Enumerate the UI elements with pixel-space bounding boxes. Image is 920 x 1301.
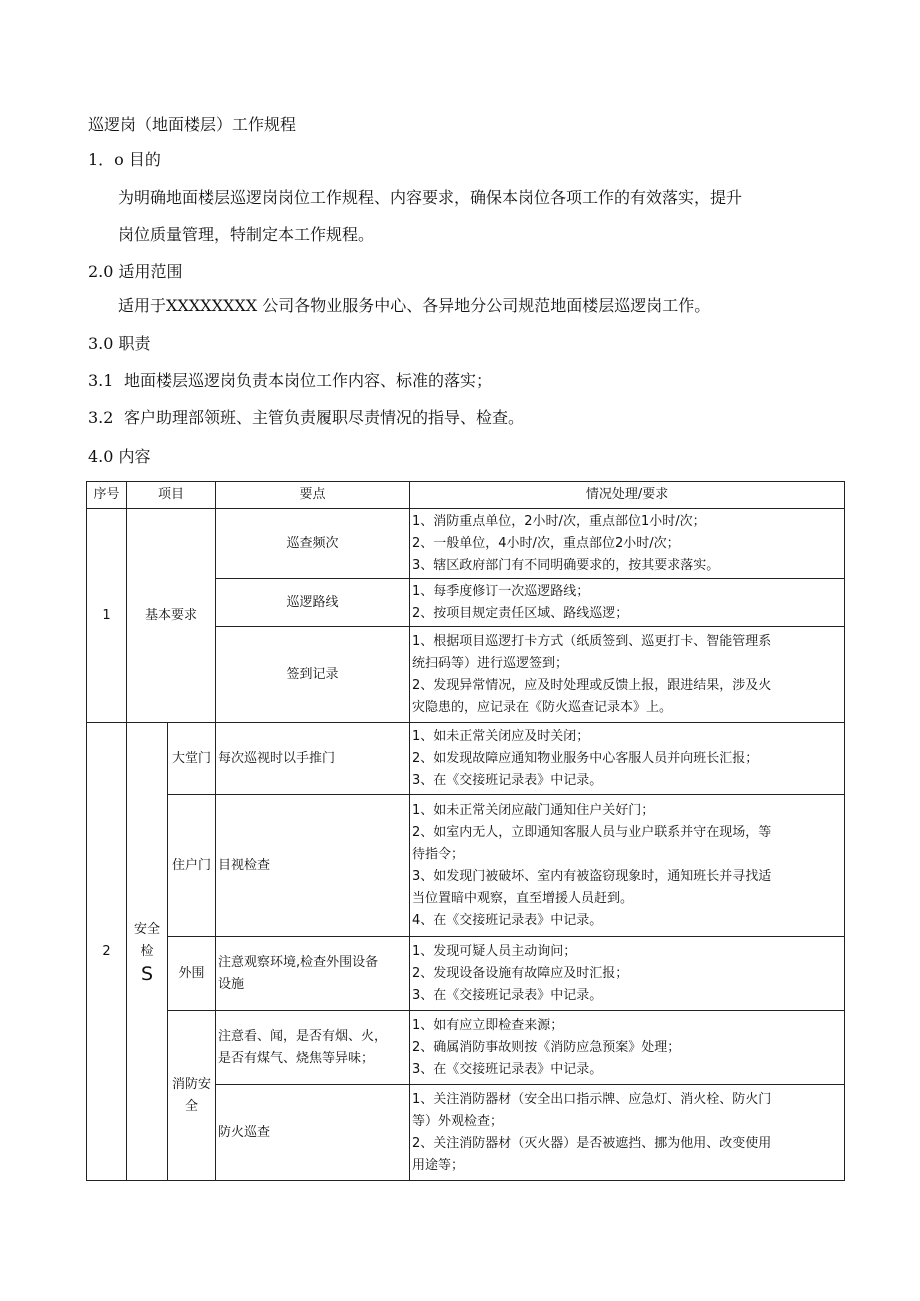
- row-requirement: [410, 937, 845, 1011]
- patrol-spec-table: [86, 481, 845, 1181]
- header-item: 项目: [127, 482, 216, 509]
- table-row: [87, 1011, 845, 1085]
- requirement-line: 2、如室内无人，立即通知客服人员与业户联系并守在现场，等: [412, 824, 772, 840]
- requirement-line: 1、关注消防器材（安全出口指示牌、应急灯、消火栓、防火门: [412, 1091, 772, 1107]
- row-point: 目视检查: [216, 795, 410, 937]
- requirement-line: 2、按项目规定责任区域、路线巡逻；: [412, 605, 629, 621]
- row-requirement: [410, 509, 845, 579]
- requirement-line: 统扫码等）进行巡逻签到；: [412, 655, 569, 671]
- point-line: 设施: [218, 976, 245, 992]
- group-2-item-line-2: 检: [140, 943, 154, 959]
- row-requirement: [410, 795, 845, 937]
- section-3-heading: 3.0 职责: [88, 334, 151, 353]
- requirement-line: 当位置暗中观察，直至增援人员赶到。: [412, 890, 634, 906]
- table-row: [87, 937, 845, 1011]
- section-3-2-text: 客户助理部领班、主管负责履职尽责情况的指导、检查。: [124, 408, 525, 427]
- requirement-line: 灾隐患的，应记录在《防火巡查记录本》上。: [412, 699, 673, 715]
- requirement-line: 2、关注消防器材（灭火器）是否被遮挡、挪为他用、改变使用: [412, 1135, 772, 1151]
- group-2-seq: 2: [87, 723, 127, 1181]
- section-3-1-number: 3.1: [88, 371, 114, 390]
- requirement-line: 4、在《交接班记录表》中记录。: [412, 912, 603, 928]
- requirement-line: 待指令；: [412, 846, 465, 862]
- requirement-line: 2、发现设备设施有故障应及时汇报；: [412, 965, 629, 981]
- row-requirement: [410, 627, 845, 723]
- row-requirement: [410, 1011, 845, 1085]
- requirement-line: 1、每季度修订一次巡逻路线；: [412, 583, 590, 599]
- section-3-1: [88, 371, 492, 391]
- row-point: 巡查频次: [216, 509, 410, 579]
- group-1-seq: 1: [87, 509, 127, 723]
- table-row: [87, 723, 845, 795]
- subitem-line: 消防安: [172, 1076, 212, 1092]
- row-point: [216, 1011, 410, 1085]
- row-subitem: 大堂门: [168, 723, 216, 795]
- requirement-line: 等）外观检查；: [412, 1113, 504, 1129]
- group-2-item: [127, 723, 168, 1181]
- row-point: 防火巡查: [216, 1085, 410, 1181]
- header-seq: 序号: [87, 482, 127, 509]
- row-point: 签到记录: [216, 627, 410, 723]
- group-2-item-line-3: S: [140, 962, 154, 985]
- requirement-line: 1、如未正常关闭应及时关闭；: [412, 728, 590, 744]
- group-1-item: 基本要求: [127, 509, 216, 723]
- section-3-2-number: 3.2: [88, 408, 114, 427]
- table-row: [87, 509, 845, 579]
- section-3-1-text: 地面楼层巡逻岗负责本岗位工作内容、标准的落实；: [124, 371, 493, 390]
- point-line: 注意观察环境,检查外围设备: [218, 954, 379, 970]
- section-4-heading: 4.0 内容: [88, 447, 151, 466]
- row-requirement: [410, 723, 845, 795]
- requirement-line: 1、发现可疑人员主动询问；: [412, 943, 577, 959]
- requirement-line: 2、如发现故障应通知物业服务中心客服人员并向班长汇报；: [412, 750, 759, 766]
- group-2-item-line-1: 安全: [133, 921, 160, 937]
- table-row: [87, 795, 845, 937]
- requirement-line: 1、消防重点单位，2小时/次，重点部位1小时/次；: [412, 513, 706, 529]
- requirement-line: 1、如有应立即检查来源；: [412, 1017, 564, 1033]
- point-line: 是否有煤气、烧焦等异味；: [218, 1050, 375, 1066]
- requirement-line: 3、在《交接班记录表》中记录。: [412, 772, 603, 788]
- section-1-heading: 1．o 目的: [88, 150, 161, 169]
- header-point: 要点: [216, 482, 410, 509]
- requirement-line: 3、如发现门被破坏、室内有被盗窃现象时，通知班长并寻找适: [412, 868, 772, 884]
- header-requirement: 情况处理/要求: [410, 482, 845, 509]
- row-point: 巡逻路线: [216, 579, 410, 627]
- table-header-row: [87, 482, 845, 509]
- row-point: 每次巡视时以手推门: [216, 723, 410, 795]
- requirement-line: 2、确属消防事故则按《消防应急预案》处理；: [412, 1039, 681, 1055]
- section-2-heading: 2.0 适用范围: [88, 262, 183, 281]
- row-subitem: [168, 1011, 216, 1181]
- requirement-line: 2、一般单位，4小时/次，重点部位2小时/次；: [412, 535, 680, 551]
- row-point: [216, 937, 410, 1011]
- subitem-line: 全: [185, 1098, 199, 1114]
- point-line: 注意看、闻，是否有烟、火，: [218, 1028, 388, 1044]
- requirement-line: 用途等；: [412, 1157, 465, 1173]
- row-subitem: 外围: [168, 937, 216, 1011]
- requirement-line: 1、如未正常关闭应敲门通知住户关好门；: [412, 802, 655, 818]
- row-requirement: [410, 1085, 845, 1181]
- requirement-line: 3、在《交接班记录表》中记录。: [412, 1061, 603, 1077]
- section-1-text-line-2: 岗位质量管理，特制定本工作规程。: [118, 225, 375, 244]
- requirement-line: 3、辖区政府部门有不同明确要求的，按其要求落实。: [412, 557, 720, 573]
- document-title: 巡逻岗（地面楼层）工作规程: [88, 115, 297, 134]
- requirement-line: 2、发现异常情况，应及时处理或反馈上报，跟进结果，涉及火: [412, 677, 772, 693]
- section-2-text: 适用于XXXXXXXX 公司各物业服务中心、各异地分公司规范地面楼层巡逻岗工作。: [118, 296, 711, 315]
- requirement-line: 1、根据项目巡逻打卡方式（纸质签到、巡更打卡、智能管理系: [412, 633, 772, 649]
- section-1-text-line-1: 为明确地面楼层巡逻岗岗位工作规程、内容要求，确保本岗位各项工作的有效落实，提升: [118, 188, 743, 207]
- section-3-2: [88, 408, 524, 428]
- requirement-line: 3、在《交接班记录表》中记录。: [412, 987, 603, 1003]
- row-subitem: 住户门: [168, 795, 216, 937]
- row-requirement: [410, 579, 845, 627]
